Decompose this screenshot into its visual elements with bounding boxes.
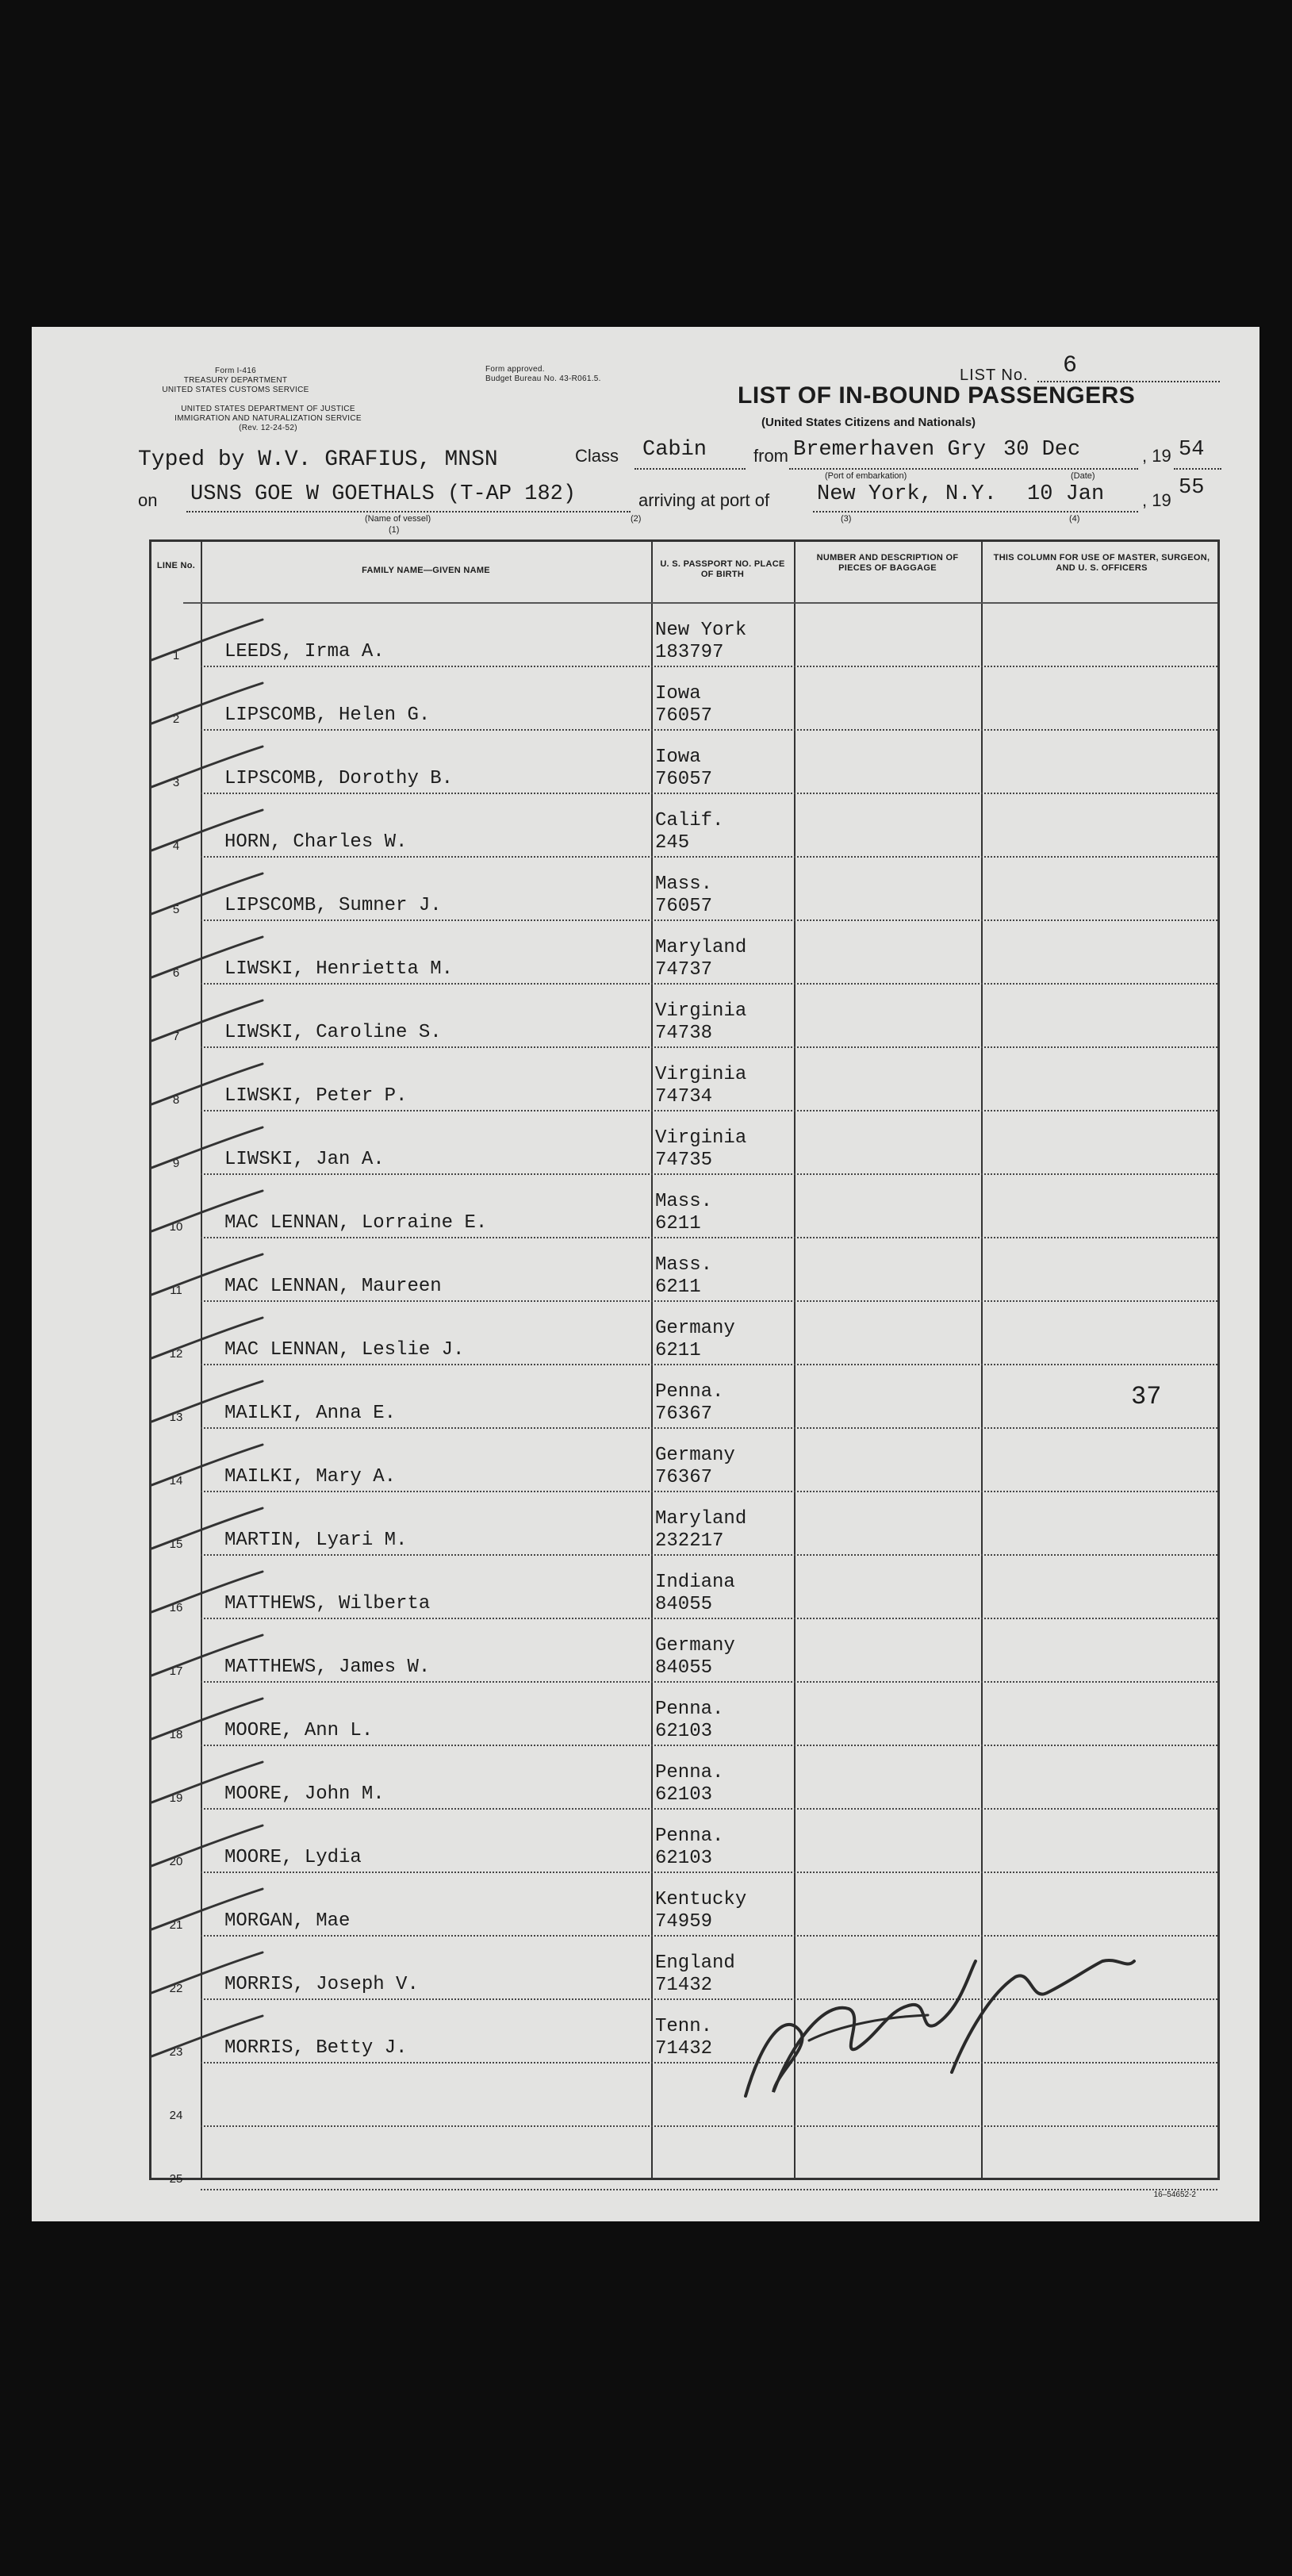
table-row — [151, 2127, 1217, 2190]
line-number: 19 — [169, 1791, 183, 1805]
line-number: 24 — [169, 2109, 183, 2122]
line-number: 23 — [169, 2045, 183, 2059]
place-of-birth: Virginia — [655, 1000, 747, 1022]
place-of-birth: Maryland — [655, 937, 747, 958]
birthplace-passport — [655, 1699, 723, 1743]
check-mark-icon — [144, 1061, 270, 1108]
check-mark-icon — [144, 1505, 270, 1553]
line-number: 12 — [169, 1347, 183, 1361]
place-of-birth: Penna. — [655, 1825, 724, 1847]
manifest-sheet — [32, 327, 1259, 2221]
embarkation-port: Bremerhaven Gry — [793, 438, 987, 462]
birthplace-passport — [655, 2016, 712, 2060]
passenger-name: LIWSKI, Henrietta M. — [224, 958, 454, 980]
officer-note: 37 — [1131, 1382, 1162, 1411]
column-number-4: (4) — [1069, 514, 1080, 524]
passenger-name: MATTHEWS, Wilberta — [224, 1593, 431, 1614]
table-row — [151, 1111, 1217, 1175]
birthplace-passport — [655, 1572, 735, 1616]
header-passport: U. S. PASSPORT NO. PLACE OF BIRTH — [660, 559, 785, 579]
birthplace-passport — [655, 810, 723, 854]
check-mark-icon — [144, 1378, 270, 1426]
immigration-service: IMMIGRATION AND NATURALIZATION SERVICE — [174, 414, 362, 423]
birthplace-passport — [655, 1127, 746, 1172]
passport-number: 245 — [655, 832, 690, 854]
passenger-name: MOORE, John M. — [224, 1783, 385, 1805]
place-of-birth: Mass. — [655, 1191, 713, 1212]
passenger-name: MORGAN, Mae — [224, 1910, 351, 1932]
list-number-value: 6 — [1063, 352, 1078, 379]
place-of-birth: Iowa — [655, 683, 701, 704]
check-mark-icon — [144, 1188, 270, 1235]
line-number: 13 — [169, 1411, 183, 1424]
place-of-birth: Mass. — [655, 873, 713, 895]
arrival-year-prefix: , 19 — [1142, 490, 1171, 510]
vessel-name: USNS GOE W GOETHALS (T-AP 182) — [190, 482, 577, 506]
header-officers: THIS COLUMN FOR USE OF MASTER, SURGEON, AND U. S. OFFICERS — [993, 553, 1210, 573]
table-row — [151, 921, 1217, 985]
port-line — [813, 511, 1138, 513]
place-of-birth: Mass. — [655, 1254, 713, 1276]
passport-number: 6211 — [655, 1276, 701, 1298]
header-line-no: LINE No. — [156, 561, 196, 570]
document-title: LIST OF IN-BOUND PASSENGERS — [738, 382, 1136, 409]
line-number: 1 — [172, 649, 180, 662]
check-mark-icon — [144, 1695, 270, 1743]
line-number: 14 — [169, 1474, 183, 1488]
birthplace-passport — [655, 937, 746, 981]
passport-number: 74737 — [655, 959, 713, 981]
check-mark-icon — [144, 1124, 270, 1172]
birthplace-passport — [655, 1064, 746, 1108]
place-of-birth: Kentucky — [655, 1889, 747, 1910]
passenger-name: MAILKI, Anna E. — [224, 1403, 397, 1424]
form-code: 16–54652-2 — [1153, 2190, 1196, 2199]
check-mark-icon — [144, 1632, 270, 1680]
line-number: 3 — [172, 776, 180, 789]
departure-date: 30 Dec — [1003, 438, 1081, 462]
passport-number: 76057 — [655, 769, 713, 790]
justice-department — [141, 405, 395, 433]
check-mark-icon — [144, 807, 270, 854]
line-number: 20 — [169, 1855, 183, 1868]
line-number: 7 — [172, 1030, 180, 1043]
table-row — [151, 985, 1217, 1048]
passport-number: 76367 — [655, 1467, 713, 1488]
line-number: 9 — [172, 1157, 180, 1170]
line-number: 21 — [169, 1918, 183, 1932]
passport-number: 62103 — [655, 1848, 713, 1869]
passenger-name: MAC LENNAN, Maureen — [224, 1276, 442, 1297]
check-mark-icon — [144, 997, 270, 1045]
line-number: 15 — [169, 1538, 183, 1551]
birthplace-passport — [655, 1508, 746, 1553]
passport-number: 74738 — [655, 1023, 713, 1044]
passport-number: 71432 — [655, 1975, 713, 1996]
line-number: 6 — [172, 966, 180, 980]
table-row — [151, 1302, 1217, 1365]
passport-number: 76057 — [655, 896, 713, 917]
from-line — [789, 468, 1138, 470]
table-row — [151, 604, 1217, 667]
table-row — [151, 1492, 1217, 1556]
passenger-name: LIPSCOMB, Sumner J. — [224, 895, 442, 916]
birthplace-passport — [655, 1381, 723, 1426]
form-approved: Form approved. — [485, 365, 545, 374]
birthplace-passport — [655, 683, 712, 727]
table-row — [151, 731, 1217, 794]
check-mark-icon — [144, 1949, 270, 1997]
passport-number: 74734 — [655, 1086, 713, 1108]
line-number: 25 — [169, 2172, 183, 2186]
passenger-name: MAILKI, Mary A. — [224, 1466, 397, 1488]
passport-number: 62103 — [655, 1784, 713, 1806]
customs-service: UNITED STATES CUSTOMS SERVICE — [162, 386, 309, 394]
row-rule — [201, 2189, 1217, 2190]
table-row — [151, 1746, 1217, 1810]
table-row — [151, 1683, 1217, 1746]
line-number: 5 — [172, 903, 180, 916]
budget-approval — [485, 365, 601, 384]
check-mark-icon — [144, 1442, 270, 1489]
birthplace-passport — [655, 1445, 735, 1489]
check-mark-icon — [144, 680, 270, 727]
list-number-label: LIST No. — [960, 367, 1029, 384]
place-of-birth: New York — [655, 620, 747, 641]
check-mark-icon — [144, 743, 270, 791]
place-of-birth: Virginia — [655, 1064, 747, 1085]
arrival-port: New York, N.Y. — [817, 482, 997, 506]
form-identification — [152, 367, 319, 395]
table-row — [151, 1048, 1217, 1111]
table-row — [151, 667, 1217, 731]
place-of-birth: Penna. — [655, 1699, 724, 1720]
table-row — [151, 1556, 1217, 1619]
column-number-1: (1) — [389, 525, 400, 535]
birthplace-passport — [655, 747, 712, 791]
check-mark-icon — [144, 934, 270, 981]
passenger-name: LEEDS, Irma A. — [224, 641, 385, 662]
table-row — [151, 1365, 1217, 1429]
officer-signature — [730, 1914, 1142, 2120]
year-line — [1174, 468, 1221, 470]
passport-number: 76367 — [655, 1403, 713, 1425]
passenger-name: LIPSCOMB, Dorothy B. — [224, 768, 454, 789]
passenger-name: LIWSKI, Caroline S. — [224, 1022, 442, 1043]
line-number: 11 — [170, 1284, 182, 1297]
line-number: 18 — [169, 1728, 183, 1741]
place-of-birth: Germany — [655, 1635, 735, 1657]
birthplace-passport — [655, 1191, 712, 1235]
passport-number: 183797 — [655, 642, 724, 663]
class-value: Cabin — [642, 438, 707, 462]
class-line — [634, 468, 746, 470]
check-mark-icon — [144, 1315, 270, 1362]
line-number: 8 — [172, 1093, 180, 1107]
passenger-name: MORRIS, Betty J. — [224, 2037, 408, 2059]
table-row — [151, 794, 1217, 858]
birthplace-passport — [655, 1762, 723, 1806]
passport-number: 62103 — [655, 1721, 713, 1742]
check-mark-icon — [144, 1886, 270, 1933]
place-of-birth: Germany — [655, 1445, 735, 1466]
birthplace-passport — [655, 620, 746, 664]
passenger-name: MATTHEWS, James W. — [224, 1657, 431, 1678]
place-of-birth: Germany — [655, 1318, 735, 1339]
passenger-name: MOORE, Ann L. — [224, 1720, 374, 1741]
departure-year-prefix: , 19 — [1142, 446, 1171, 466]
passport-number: 84055 — [655, 1594, 713, 1615]
passport-number: 74959 — [655, 1911, 713, 1933]
place-of-birth: England — [655, 1952, 735, 1974]
check-mark-icon — [144, 1759, 270, 1806]
line-number: 10 — [169, 1220, 183, 1234]
form-number: Form I-416 — [215, 367, 256, 375]
on-label: on — [138, 490, 158, 510]
passport-number: 71432 — [655, 2038, 713, 2060]
place-of-birth: Indiana — [655, 1572, 735, 1593]
column-number-3: (3) — [841, 514, 852, 524]
table-row — [151, 1175, 1217, 1238]
table-row — [151, 1429, 1217, 1492]
check-mark-icon — [144, 1251, 270, 1299]
arriving-label: arriving at port of — [638, 490, 770, 510]
revision-date: (Rev. 12-24-52) — [239, 424, 297, 432]
passport-number: 74735 — [655, 1150, 713, 1171]
passenger-name: MARTIN, Lyari M. — [224, 1530, 408, 1551]
column-number-2: (2) — [631, 514, 642, 524]
embarkation-caption: (Port of embarkation) — [825, 471, 907, 481]
birthplace-passport — [655, 1318, 735, 1362]
department-of-justice: UNITED STATES DEPARTMENT OF JUSTICE — [181, 405, 355, 413]
arrival-date: 10 Jan — [1027, 482, 1105, 506]
treasury-department: TREASURY DEPARTMENT — [183, 376, 288, 385]
vessel-line — [186, 511, 631, 513]
birthplace-passport — [655, 1254, 712, 1299]
table-row — [151, 1619, 1217, 1683]
line-number: 2 — [172, 712, 180, 726]
header-baggage: NUMBER AND DESCRIPTION OF PIECES OF BAGGAGE — [816, 553, 959, 573]
table-row — [151, 1238, 1217, 1302]
line-number: 4 — [172, 839, 180, 853]
line-number: 22 — [169, 1982, 183, 1995]
place-of-birth: Penna. — [655, 1381, 724, 1403]
birthplace-passport — [655, 1825, 723, 1870]
class-from-row — [32, 438, 1259, 470]
passenger-name: MORRIS, Joseph V. — [224, 1974, 419, 1995]
vessel-caption: (Name of vessel) — [365, 514, 431, 524]
birthplace-passport — [655, 1952, 735, 1997]
check-mark-icon — [144, 1822, 270, 1870]
place-of-birth: Iowa — [655, 747, 701, 768]
departure-year: 54 — [1179, 438, 1205, 462]
table-row — [151, 858, 1217, 921]
table-row — [151, 1810, 1217, 1873]
passenger-name: LIPSCOMB, Helen G. — [224, 704, 431, 726]
check-mark-icon — [144, 616, 270, 664]
passenger-name: LIWSKI, Jan A. — [224, 1149, 385, 1170]
passport-number: 84055 — [655, 1657, 713, 1679]
place-of-birth: Calif. — [655, 810, 724, 831]
from-label: from — [753, 446, 788, 466]
check-mark-icon — [144, 870, 270, 918]
document-subtitle: (United States Citizens and Nationals) — [761, 416, 976, 429]
passenger-name: LIWSKI, Peter P. — [224, 1085, 408, 1107]
class-label: Class — [575, 446, 619, 466]
budget-bureau-number: Budget Bureau No. 43-R061.5. — [485, 374, 601, 383]
place-of-birth: Tenn. — [655, 2016, 713, 2037]
birthplace-passport — [655, 1000, 746, 1045]
place-of-birth: Penna. — [655, 1762, 724, 1783]
line-number: 16 — [169, 1601, 183, 1614]
birthplace-passport — [655, 873, 712, 918]
passport-number: 6211 — [655, 1213, 701, 1234]
check-mark-icon — [144, 2013, 270, 2060]
header-name: FAMILY NAME—GIVEN NAME — [362, 566, 490, 575]
passport-number: 232217 — [655, 1530, 724, 1552]
passenger-name: MAC LENNAN, Leslie J. — [224, 1339, 465, 1361]
date-caption: (Date) — [1071, 471, 1095, 481]
passenger-name: HORN, Charles W. — [224, 831, 408, 853]
birthplace-passport — [655, 1635, 735, 1680]
passenger-name: MOORE, Lydia — [224, 1847, 362, 1868]
typed-by-line: Typed by W.V. GRAFIUS, MNSN — [138, 447, 498, 472]
passport-number: 6211 — [655, 1340, 701, 1361]
check-mark-icon — [144, 1568, 270, 1616]
place-of-birth: Maryland — [655, 1508, 747, 1530]
place-of-birth: Virginia — [655, 1127, 747, 1149]
arrival-year: 55 — [1179, 476, 1205, 500]
passenger-name: MAC LENNAN, Lorraine E. — [224, 1212, 488, 1234]
passport-number: 76057 — [655, 705, 713, 727]
line-number: 17 — [169, 1664, 183, 1678]
